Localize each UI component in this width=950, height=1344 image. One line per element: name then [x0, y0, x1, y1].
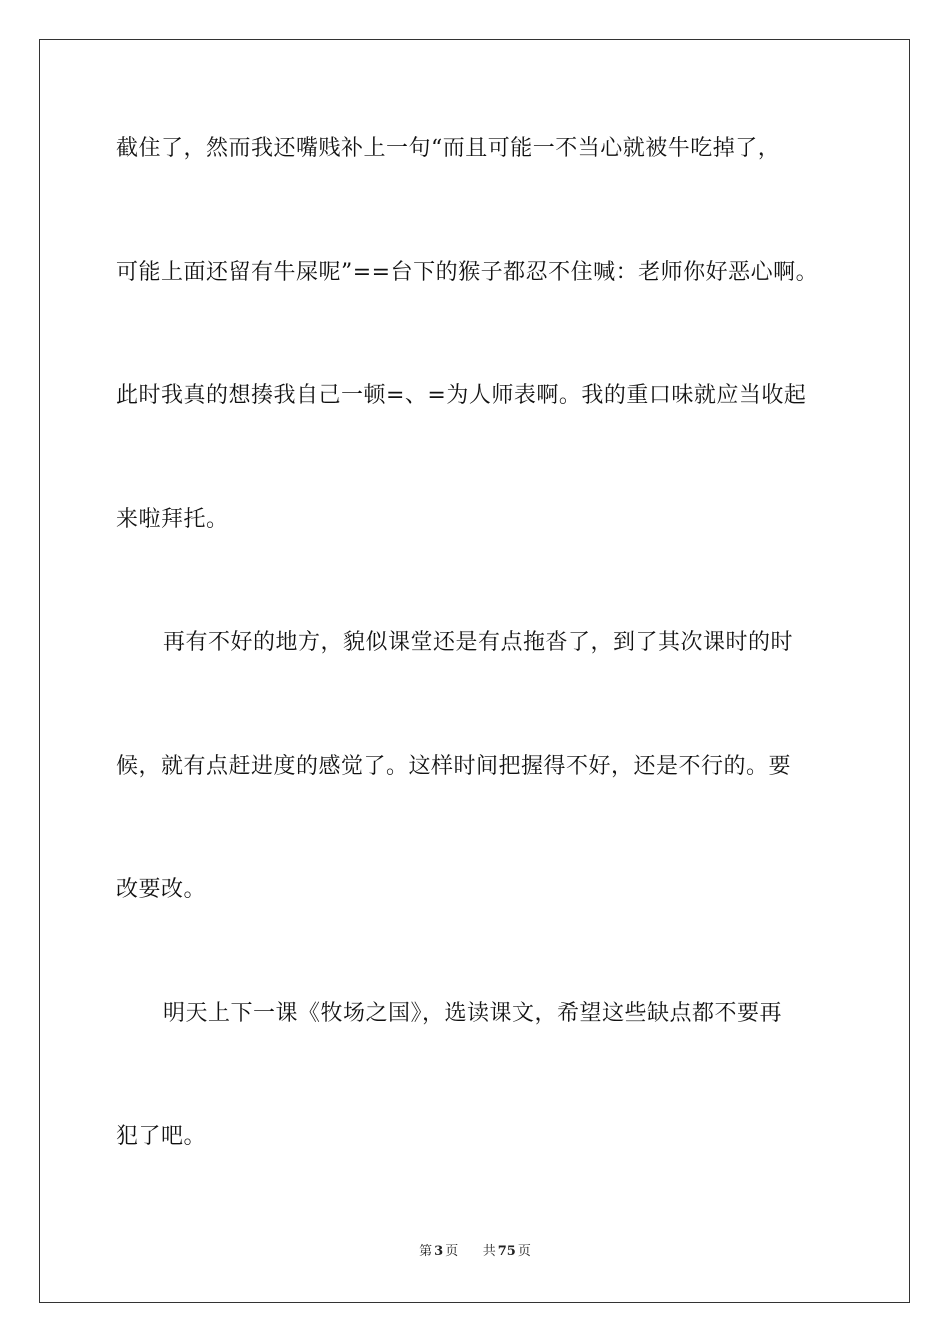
text-line: 截住了，然而我还嘴贱补上一句“而且可能一不当心就被牛吃掉了，	[116, 136, 781, 161]
text-line: 犯了吧。	[116, 1124, 207, 1149]
text-line: 明天上下一课《牧场之国》，选读课文，希望这些缺点都不要再	[163, 1001, 783, 1026]
page-indicator	[417, 1244, 460, 1259]
total-indicator	[481, 1244, 533, 1259]
page-number: 3	[434, 1244, 444, 1259]
text-line: 来啦拜托。	[116, 507, 229, 532]
page-footer	[0, 1243, 950, 1261]
page-prefix: 第	[419, 1244, 433, 1259]
total-pages: 75	[497, 1244, 516, 1259]
text-line: 可能上面还留有牛屎呢”==台下的猴子都忍不住喊：老师你好恶心啊。	[116, 260, 819, 285]
text-line: 此时我真的想揍我自己一顿=、=为人师表啊。我的重口味就应当收起	[116, 383, 807, 408]
text-line: 再有不好的地方，貌似课堂还是有点拖沓了，到了其次课时的时	[163, 630, 794, 655]
total-prefix: 共	[482, 1244, 496, 1259]
total-suffix: 页	[517, 1244, 531, 1259]
page-suffix: 页	[445, 1244, 459, 1259]
text-line: 候，就有点赶进度的感觉了。这样时间把握得不好，还是不行的。要	[116, 754, 792, 779]
text-line: 改要改。	[116, 877, 207, 902]
page-border	[39, 39, 910, 1303]
